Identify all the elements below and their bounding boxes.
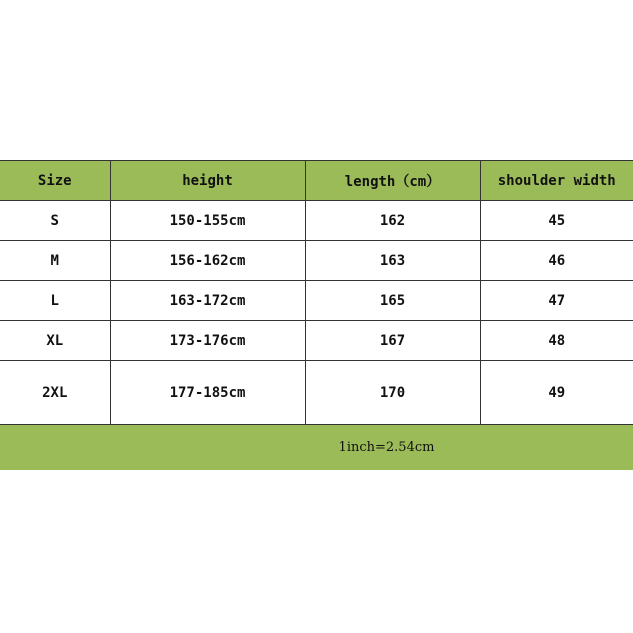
unit-conversion-note: 1inch=2.54cm bbox=[338, 440, 435, 455]
cell-size: L bbox=[0, 281, 110, 321]
header-shoulder-width: shoulder width bbox=[480, 161, 633, 201]
table-row bbox=[0, 201, 633, 241]
cell-size: 2XL bbox=[0, 361, 110, 425]
cell-shoulder-width: 46 bbox=[480, 241, 633, 281]
cell-height: 150-155cm bbox=[110, 201, 305, 241]
cell-length: 165 bbox=[305, 281, 480, 321]
cell-height: 177-185cm bbox=[110, 361, 305, 425]
table-row bbox=[0, 241, 633, 281]
cell-shoulder-width: 49 bbox=[480, 361, 633, 425]
cell-length: 167 bbox=[305, 321, 480, 361]
table-footer-row bbox=[0, 425, 633, 471]
table-row bbox=[0, 321, 633, 361]
table-row bbox=[0, 361, 633, 425]
cell-size: S bbox=[0, 201, 110, 241]
table-header-row bbox=[0, 161, 633, 201]
cell-length: 162 bbox=[305, 201, 480, 241]
cell-size: XL bbox=[0, 321, 110, 361]
header-size: Size bbox=[0, 161, 110, 201]
cell-length: 163 bbox=[305, 241, 480, 281]
footer-cell bbox=[0, 425, 633, 471]
cell-length: 170 bbox=[305, 361, 480, 425]
cell-size: M bbox=[0, 241, 110, 281]
cell-shoulder-width: 48 bbox=[480, 321, 633, 361]
cell-height: 173-176cm bbox=[110, 321, 305, 361]
table-row bbox=[0, 281, 633, 321]
cell-shoulder-width: 47 bbox=[480, 281, 633, 321]
cell-shoulder-width: 45 bbox=[480, 201, 633, 241]
cell-height: 156-162cm bbox=[110, 241, 305, 281]
header-height: height bbox=[110, 161, 305, 201]
cell-height: 163-172cm bbox=[110, 281, 305, 321]
header-length: length（cm） bbox=[305, 161, 480, 201]
size-chart-table bbox=[0, 160, 633, 470]
